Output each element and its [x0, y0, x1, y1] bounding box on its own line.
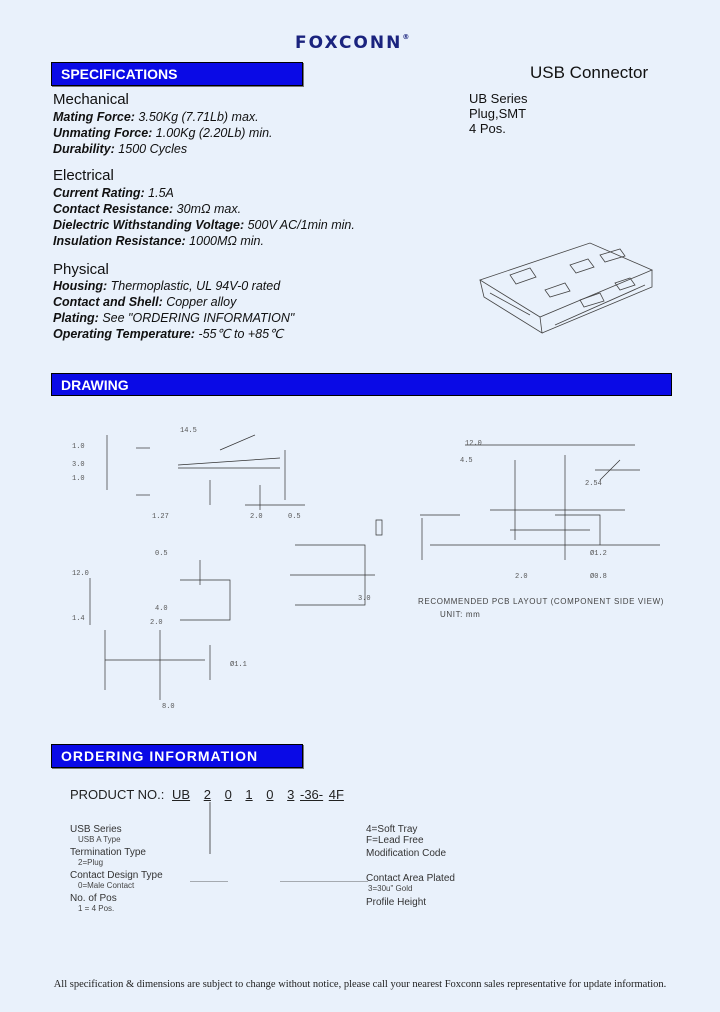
- svg-text:12.0: 12.0: [465, 440, 482, 448]
- ordering-left-list: [70, 824, 163, 913]
- physical-list: [53, 278, 294, 342]
- spec-row: [53, 233, 355, 249]
- spec-label: Insulation Resistance:: [53, 234, 186, 248]
- drawing-title: DRAWING: [61, 377, 129, 393]
- spec-value: 1500 Cycles: [114, 142, 188, 156]
- foxconn-logo: [295, 33, 409, 53]
- svg-text:0.5: 0.5: [288, 513, 301, 521]
- pn-segment: 2: [203, 787, 211, 802]
- spec-label: Mating Force:: [53, 110, 135, 124]
- technical-drawing: [60, 410, 680, 720]
- logo-text: FOXCONN: [295, 33, 403, 53]
- drawing-bar: [51, 373, 672, 396]
- spec-label: Contact and Shell:: [53, 295, 163, 309]
- svg-text:3.0: 3.0: [72, 461, 85, 469]
- product-no-label: PRODUCT NO.:: [70, 787, 165, 802]
- mechanical-list: [53, 109, 273, 157]
- order-item-sub: 1 = 4 Pos.: [78, 904, 115, 913]
- ordering-lines: [180, 802, 380, 882]
- spec-row: [53, 141, 273, 157]
- order-item-sub: 2=Plug: [78, 858, 104, 867]
- order-item-sub: 3=30u" Gold: [368, 884, 413, 893]
- order-item-title: Termination Type: [70, 847, 146, 858]
- svg-text:2.0: 2.0: [515, 573, 528, 581]
- pn-segment: -36-: [300, 787, 324, 802]
- product-type: Plug,SMT: [469, 106, 527, 121]
- pn-segment: UB: [172, 787, 191, 802]
- order-item-sub: USB A Type: [78, 835, 121, 844]
- spec-row: [53, 201, 355, 217]
- svg-text:Ø0.8: Ø0.8: [590, 573, 607, 581]
- order-item-title: 4=Soft Tray: [366, 824, 418, 835]
- electrical-heading: Electrical: [53, 167, 114, 184]
- spec-row: [53, 326, 294, 342]
- svg-text:Ø1.1: Ø1.1: [230, 661, 247, 669]
- order-item-title: Modification Code: [366, 848, 447, 859]
- spec-value: Copper alloy: [162, 295, 237, 309]
- svg-text:12.0: 12.0: [72, 570, 89, 578]
- order-item-title: Profile Height: [366, 897, 427, 908]
- spec-label: Dielectric Withstanding Voltage:: [53, 218, 245, 232]
- spec-row: [53, 278, 294, 294]
- spec-label: Contact Resistance:: [53, 202, 174, 216]
- order-item-title: Contact Area Plated: [366, 873, 455, 884]
- order-item-sub: 0=Male Contact: [78, 881, 135, 890]
- spec-row: [53, 294, 294, 310]
- product-number: [70, 787, 344, 802]
- mechanical-heading: Mechanical: [53, 91, 129, 108]
- order-item-sub: F=Lead Free: [366, 835, 424, 846]
- spec-row: [53, 310, 294, 326]
- pn-segment: 4F: [328, 787, 344, 802]
- pn-segment: 0: [224, 787, 232, 802]
- ordering-bar: [51, 744, 303, 768]
- electrical-list: [53, 185, 355, 249]
- svg-text:8.0: 8.0: [162, 703, 175, 711]
- svg-text:Ø1.2: Ø1.2: [590, 550, 607, 558]
- spec-label: Current Rating:: [53, 186, 145, 200]
- svg-text:2.54: 2.54: [585, 480, 602, 488]
- spec-row: [53, 109, 273, 125]
- drawing-caption: RECOMMENDED PCB LAYOUT (COMPONENT SIDE VIEW): [418, 597, 664, 606]
- ordering-title: ORDERING INFORMATION: [61, 748, 259, 764]
- spec-value: 500V AC/1min min.: [244, 218, 355, 232]
- spec-value: -55℃ to +85℃: [194, 327, 284, 341]
- svg-text:4.5: 4.5: [460, 457, 473, 465]
- svg-text:0.5: 0.5: [155, 550, 168, 558]
- physical-heading: Physical: [53, 261, 109, 278]
- spec-label: Operating Temperature:: [53, 327, 195, 341]
- svg-text:1.0: 1.0: [72, 443, 85, 451]
- svg-text:14.5: 14.5: [180, 427, 197, 435]
- spec-value: Thermoplastic, UL 94V-0 rated: [107, 279, 281, 293]
- spec-value: 1000MΩ min.: [185, 234, 264, 248]
- ordering-right-list: [366, 824, 455, 908]
- order-item-title: USB Series: [70, 824, 122, 835]
- spec-label: Durability:: [53, 142, 115, 156]
- spec-row: [53, 125, 273, 141]
- drawing-unit: UNIT: mm: [440, 610, 481, 619]
- svg-text:3.0: 3.0: [358, 595, 371, 603]
- svg-text:2.0: 2.0: [150, 619, 163, 627]
- footer-disclaimer: All specification & dimensions are subject to change without notice, please call your nearest Foxconn sales representative for update information.: [53, 979, 667, 990]
- spec-label: Unmating Force:: [53, 126, 153, 140]
- pn-segment: 1: [245, 787, 253, 802]
- pn-segment: 3: [287, 787, 295, 802]
- product-positions: 4 Pos.: [469, 121, 506, 136]
- connector-illustration: [470, 235, 670, 365]
- spec-row: [53, 185, 355, 201]
- product-series: UB Series: [469, 91, 528, 106]
- svg-text:1.27: 1.27: [152, 513, 169, 521]
- pn-segment: 0: [266, 787, 274, 802]
- product-title: USB Connector: [530, 63, 649, 82]
- svg-text:1.4: 1.4: [72, 615, 85, 623]
- spec-label: Housing:: [53, 279, 108, 293]
- spec-value: 3.50Kg (7.71Lb) max.: [134, 110, 259, 124]
- spec-value: 1.00Kg (2.20Lb) min.: [152, 126, 273, 140]
- specifications-bar: [51, 62, 303, 86]
- spec-value: 1.5A: [144, 186, 174, 200]
- order-item-title: No. of Pos: [70, 893, 117, 904]
- svg-text:1.0: 1.0: [72, 475, 85, 483]
- specifications-title: SPECIFICATIONS: [61, 66, 178, 82]
- spec-label: Plating:: [53, 311, 99, 325]
- spec-value: See "ORDERING INFORMATION": [98, 311, 295, 325]
- registered-mark: ®: [402, 33, 410, 41]
- spec-row: [53, 217, 355, 233]
- svg-text:4.0: 4.0: [155, 605, 168, 613]
- order-item-title: Contact Design Type: [70, 870, 163, 881]
- spec-value: 30mΩ max.: [173, 202, 242, 216]
- product-subtitle: [469, 91, 528, 136]
- svg-text:2.0: 2.0: [250, 513, 263, 521]
